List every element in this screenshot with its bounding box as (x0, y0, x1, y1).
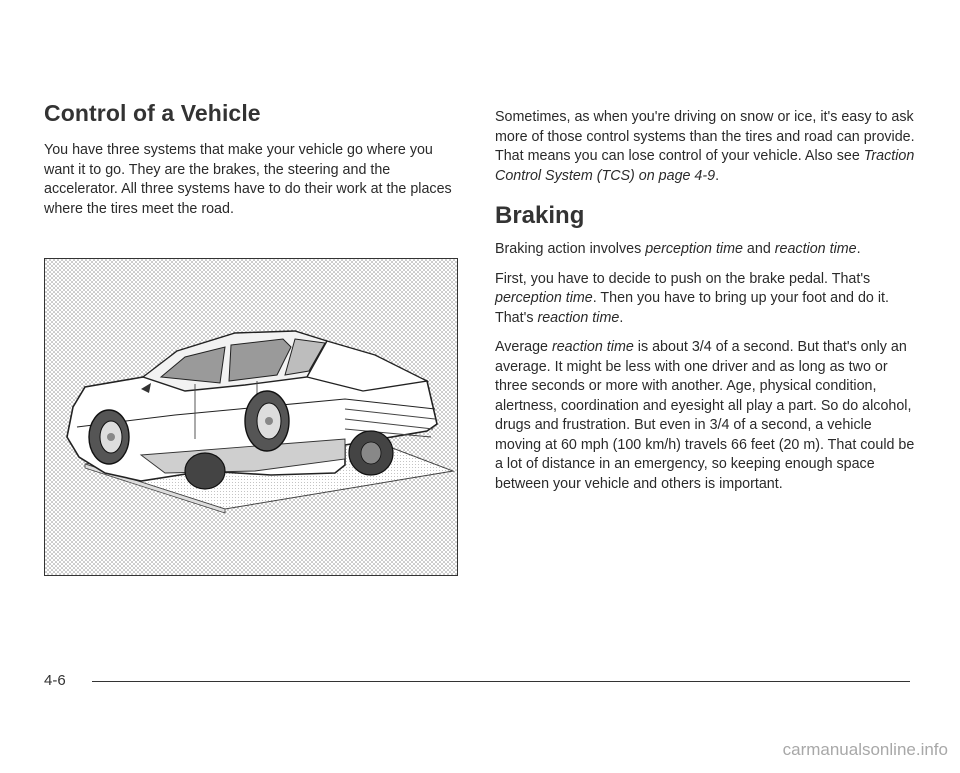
left-column (44, 100, 464, 229)
wheel-rear-right (349, 431, 393, 475)
braking-paragraph-3 (495, 338, 920, 494)
footer-rule (92, 681, 910, 682)
p3-text-a: Average (495, 339, 552, 355)
intro-end: . (715, 167, 720, 184)
p2-text-c: . Then you have to bring up your foot and do it. That's (495, 290, 889, 326)
p2-text-e: . (619, 309, 624, 326)
right-column (495, 108, 920, 504)
car-illustration (44, 258, 458, 576)
section-heading-control: Control of a Vehicle (44, 100, 261, 126)
page-number: 4-6 (44, 672, 66, 689)
control-paragraph: You have three systems that make your vehicle go where you want it to go. They are the brakes, the steering and the accelerator. All three systems have to do their work at the places where the tires meet the road. (44, 142, 452, 217)
tcs-reference: Traction Control System (TCS) on page 4-9 (495, 148, 915, 184)
p1-term-perception: perception time (645, 241, 743, 257)
intro-text: Sometimes, as when you're driving on snow or ice, it's easy to ask more of those control systems than the tires and road can provide. That means you can lose control of your vehicle. Also see (495, 109, 915, 164)
p3-text-c: is about 3/4 of a second. But that's only an average. It might be less with one driver and as long as two or three seconds or more with another. Age, physical condition, alertness, coordination and eyesight all play a part. So do alcohol, drugs and frustration. But even in 3/4 of a second, a vehicle moving at 60 mph (100 km/h) travels 66 feet (20 m). That could be a lot of distance in an emergency, so keeping enough space between your vehicle and others is important. (495, 339, 915, 492)
section-heading-braking: Braking (495, 202, 585, 229)
p1-term-reaction: reaction time (774, 241, 857, 257)
watermark-text: carmanualsonline.info (782, 740, 948, 759)
p2-text-a: First, you have to decide to push on the brake pedal. That's (495, 270, 871, 287)
wheel-front-left (89, 410, 129, 464)
p1-text-a: Braking action involves (495, 241, 646, 257)
p1-text-e: . (856, 241, 861, 257)
p1-text-c: and (742, 241, 775, 257)
p2-term-perception: perception time (495, 290, 593, 306)
wheel-rear-left (245, 391, 289, 451)
wheel-front-right (185, 453, 225, 489)
intro-paragraph (495, 108, 920, 186)
car-illustration-svg (45, 259, 458, 576)
p2-term-reaction: reaction time (537, 309, 620, 326)
braking-paragraph-2 (495, 270, 920, 329)
braking-paragraph-1 (495, 240, 920, 260)
p3-term-reaction: reaction time (551, 339, 634, 355)
